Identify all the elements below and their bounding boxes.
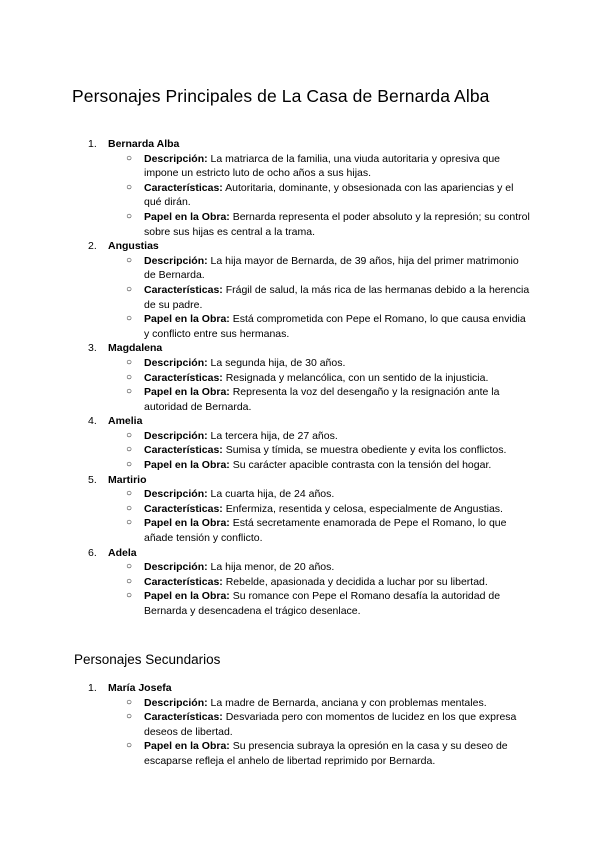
detail-item [108,385,532,414]
character-name: Amelia [108,415,143,428]
detail-label: Características: [144,444,223,457]
detail-text: La hija menor, de 20 años. [210,561,335,574]
detail-label: Papel en la Obra: [144,459,230,472]
character-name: Magdalena [108,342,163,355]
circle-bullet-icon: ○ [126,181,133,193]
detail-label: Características: [144,181,223,194]
detail-text: Enfermiza, resentida y celosa, especialmente de Angustias. [225,502,503,515]
detail-label: Papel en la Obra: [144,313,230,326]
detail-item [108,443,532,458]
detail-text: La segunda hija, de 30 años. [210,356,346,369]
detail-label: Papel en la Obra: [144,517,230,530]
detail-text: Desvariada pero con momentos de lucidez en los que expresa deseos de libertad. [144,711,517,738]
detail-label: Papel en la Obra: [144,590,230,603]
secondary-section-title: Personajes Secundarios [74,652,221,667]
detail-text: Resignada y melancólica, con un sentido de la injusticia. [225,371,489,384]
circle-bullet-icon: ○ [126,711,133,723]
circle-bullet-icon: ○ [126,740,133,752]
circle-bullet-icon: ○ [126,502,133,514]
detail-label: Descripción: [144,488,208,501]
detail-label: Descripción: [144,561,208,574]
detail-item [108,458,532,473]
character-item [72,414,532,472]
detail-text: Su carácter apacible contrasta con la tensión del hogar. [232,459,492,472]
detail-label: Características: [144,371,223,384]
detail-label: Papel en la Obra: [144,740,230,753]
list-number: 6. [88,546,97,559]
detail-item [108,487,532,502]
circle-bullet-icon: ○ [126,444,133,456]
circle-bullet-icon: ○ [126,696,133,708]
character-details-list [108,254,532,342]
character-name: María Josefa [108,682,172,694]
detail-label: Descripción: [144,152,208,165]
detail-text: Bernarda representa el poder absoluto y la represión; su control sobre sus hijas es central a la trama. [144,210,530,238]
secondary-characters-section [72,681,532,769]
detail-item [108,312,532,341]
character-item [72,473,532,546]
circle-bullet-icon: ○ [126,429,133,441]
detail-text: Frágil de salud, la más rica de las hermanas debido a la herencia de su padre. [144,283,530,311]
detail-item [108,283,532,312]
character-item [72,546,532,619]
detail-item [108,210,532,239]
circle-bullet-icon: ○ [126,371,133,383]
detail-text: Representa la voz del desengaño y la resignación ante la autoridad de Bernarda. [144,386,500,413]
detail-label: Descripción: [144,429,208,442]
detail-item [108,356,532,371]
character-item [72,681,532,769]
detail-item [108,589,532,618]
detail-text: La hija mayor de Bernarda, de 39 años, hija del primer matrimonio de Bernarda. [144,254,519,282]
secondary-characters-list [72,681,532,769]
detail-text: Está comprometida con Pepe el Romano, lo que causa envidia y conflicto entre sus hermanas. [144,313,526,340]
character-details-list [108,696,532,769]
character-details-list [108,356,532,414]
circle-bullet-icon: ○ [126,517,133,529]
circle-bullet-icon: ○ [126,561,133,573]
circle-bullet-icon: ○ [126,459,133,471]
circle-bullet-icon: ○ [126,356,133,368]
character-name: Martirio [108,473,147,486]
detail-item [108,696,532,711]
detail-item [108,502,532,517]
detail-item [108,371,532,386]
detail-text: Rebelde, apasionada y decidida a luchar por su libertad. [225,575,488,588]
detail-label: Características: [144,575,223,588]
character-details-list [108,152,532,240]
character-name: Adela [108,546,137,559]
detail-text: La madre de Bernarda, anciana y con problemas mentales. [210,696,487,709]
detail-label: Papel en la Obra: [144,210,230,223]
character-item [72,137,532,239]
detail-item [108,739,532,768]
principal-characters-section [72,137,532,619]
circle-bullet-icon: ○ [126,152,133,164]
detail-label: Descripción: [144,356,208,369]
detail-text: Sumisa y tímida, se muestra obediente y evita los conflictos. [225,444,507,457]
detail-item [108,575,532,590]
character-details-list [108,429,532,473]
detail-label: Descripción: [144,696,208,709]
detail-text: Autoritaria, dominante, y obsesionada con las apariencias y el qué dirán. [144,181,514,209]
circle-bullet-icon: ○ [126,488,133,500]
list-number: 2. [88,240,97,253]
detail-label: Características: [144,711,223,724]
list-number: 4. [88,415,97,428]
character-name: Bernarda Alba [108,138,180,150]
detail-text: Su presencia subraya la opresión en la casa y su deseo de escaparse refleja el anhelo de libertad reprimido por Bernarda. [144,740,508,767]
detail-label: Papel en la Obra: [144,386,230,399]
detail-item [108,152,532,181]
detail-item [108,254,532,283]
character-details-list [108,560,532,618]
circle-bullet-icon: ○ [126,283,133,295]
list-number: 3. [88,342,97,355]
detail-item [108,429,532,444]
detail-label: Descripción: [144,254,208,267]
list-number: 1. [88,138,97,150]
detail-label: Características: [144,283,223,296]
list-number: 5. [88,473,97,486]
detail-text: La matriarca de la familia, una viuda autoritaria y opresiva que impone un estricto luto de ocho años a sus hijas. [144,152,501,180]
character-name: Angustias [108,240,159,253]
circle-bullet-icon: ○ [126,210,133,222]
detail-text: Su romance con Pepe el Romano desafía la autoridad de Bernarda y desencadena el trágico desenlace. [144,590,501,617]
detail-item [108,710,532,739]
list-number: 1. [88,682,97,694]
circle-bullet-icon: ○ [126,590,133,602]
detail-item [108,516,532,545]
circle-bullet-icon: ○ [126,254,133,266]
detail-label: Características: [144,502,223,515]
character-item [72,239,532,341]
circle-bullet-icon: ○ [126,386,133,398]
principal-characters-list [72,137,532,619]
detail-text: Está secretamente enamorada de Pepe el Romano, lo que añade tensión y conflicto. [144,517,507,545]
page-title: Personajes Principales de La Casa de Bernarda Alba [72,86,490,106]
detail-text: La tercera hija, de 27 años. [210,429,338,442]
circle-bullet-icon: ○ [126,313,133,325]
character-details-list [108,487,532,545]
detail-text: La cuarta hija, de 24 años. [210,488,335,501]
circle-bullet-icon: ○ [126,575,133,587]
detail-item [108,181,532,210]
character-item [72,341,532,414]
detail-item [108,560,532,575]
